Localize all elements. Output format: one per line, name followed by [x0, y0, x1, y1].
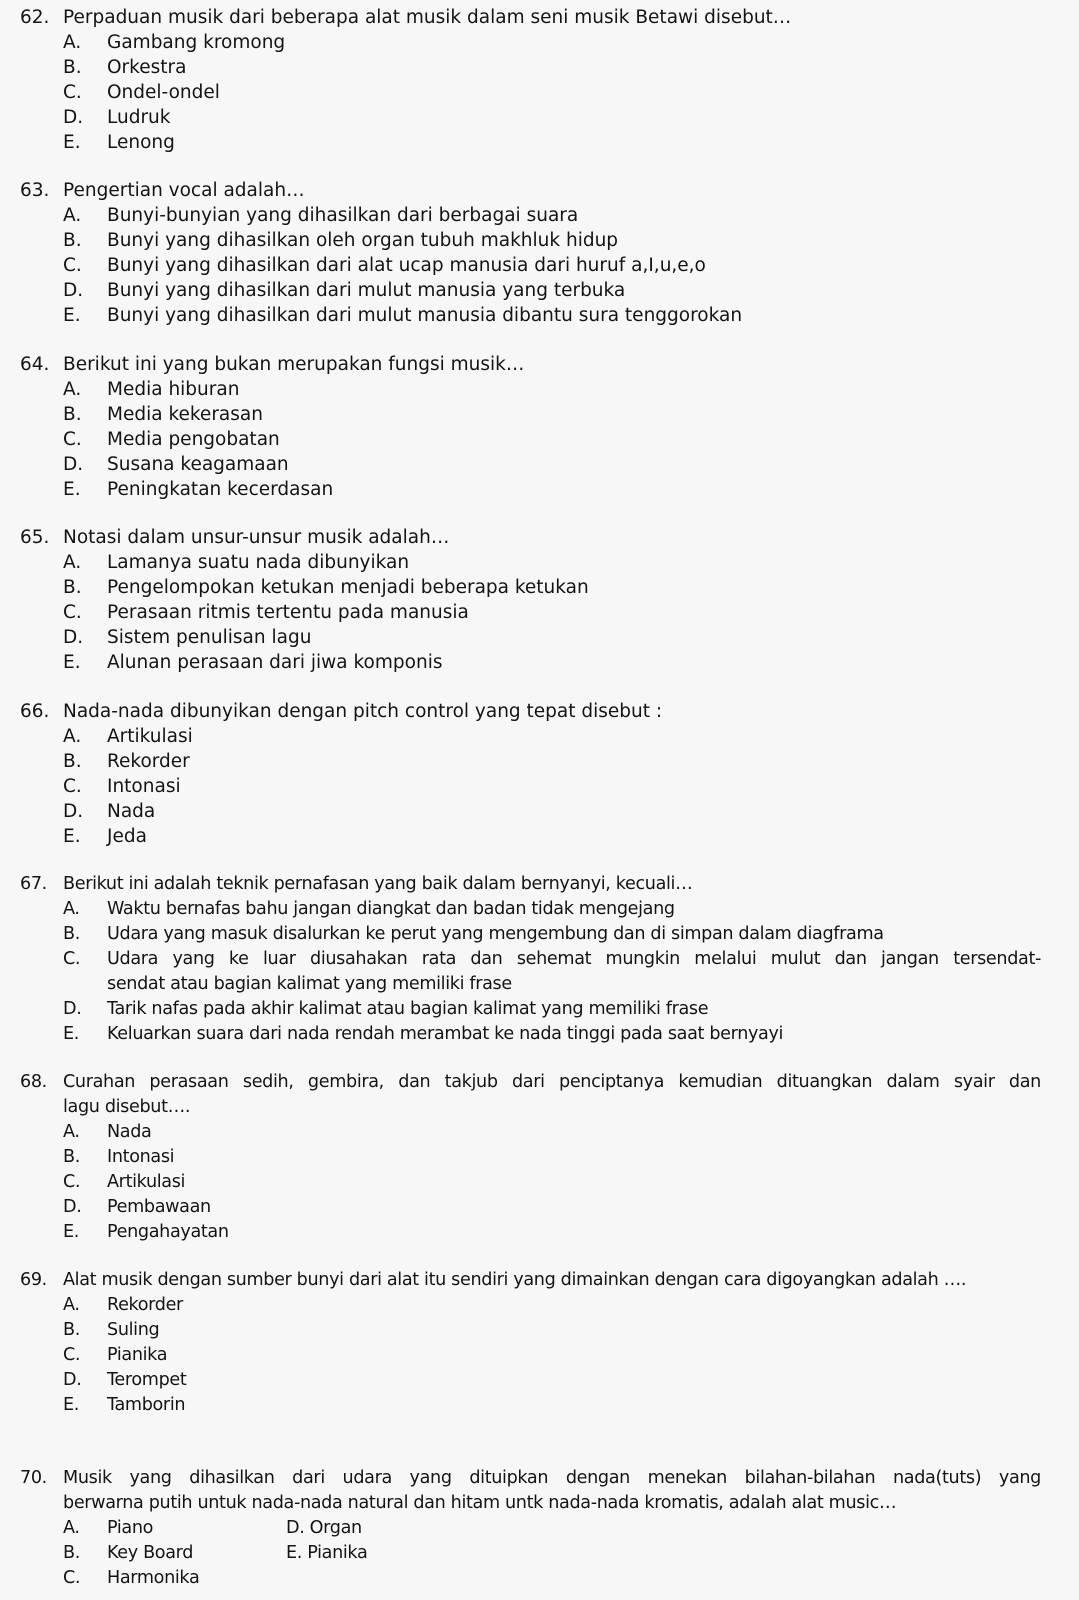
option-text: Alunan perasaan dari jiwa komponis [107, 652, 443, 673]
option-c [0, 427, 1079, 452]
option-text: Bunyi yang dihasilkan dari alat ucap manusia dari huruf a,I,u,e,o [107, 255, 706, 276]
option-letter: C. [63, 255, 82, 276]
option-e [0, 303, 1079, 328]
option-e [0, 650, 1079, 675]
option-text: Waktu bernafas bahu jangan diangkat dan badan tidak mengejang [107, 899, 675, 919]
option-b [0, 1318, 1079, 1343]
option-text: Udara yang masuk disalurkan ke perut yang mengembung dan di simpan dalam diagframa [107, 924, 884, 944]
option-text: Peningkatan kecerdasan [107, 479, 334, 500]
option-letter: B. [63, 1147, 80, 1167]
option-e [0, 477, 1079, 502]
option-text: Rekorder [107, 751, 190, 772]
option-letter: D. [63, 454, 84, 475]
option-c-continuation [0, 972, 1079, 997]
option-text: Bunyi yang dihasilkan dari mulut manusia dibantu sura tenggorokan [107, 305, 743, 326]
option-e [0, 1220, 1079, 1245]
option-letter: D. [63, 627, 84, 648]
question-text: Alat musik dengan sumber bunyi dari alat itu sendiri yang dimainkan dengan cara digoyangkan adalah …. [63, 1270, 967, 1290]
option-e [0, 1022, 1079, 1047]
option-a [0, 203, 1079, 228]
option-b [0, 922, 1079, 947]
option-letter: E. [63, 132, 81, 153]
option-a [0, 377, 1079, 402]
option-b [0, 55, 1079, 80]
option-letter: D. [63, 801, 84, 822]
question-text: Musik yang dihasilkan dari udara yang dituipkan dengan menekan bilahan-bilahan nada(tuts) yang [63, 1468, 1041, 1488]
option-b [0, 402, 1079, 427]
option-b [0, 749, 1079, 774]
option-letter: B. [63, 1543, 80, 1563]
option-text: Pengelompokan ketukan menjadi beberapa ketukan [107, 577, 589, 598]
option-letter: A. [63, 379, 82, 400]
option-c [0, 1343, 1079, 1368]
option-b [0, 1145, 1079, 1170]
option-letter: D. [63, 1370, 82, 1390]
option-text: Ondel-ondel [107, 82, 220, 103]
option-b-row [0, 1541, 1079, 1566]
option-c [0, 774, 1079, 799]
option-b [0, 575, 1079, 600]
option-text-continuation: sendat atau bagian kalimat yang memiliki frase [107, 974, 512, 994]
option-d [0, 105, 1079, 130]
option-text: Pengahayatan [107, 1222, 229, 1242]
option-e [0, 130, 1079, 155]
option-letter: A. [63, 1122, 80, 1142]
option-letter: D. [63, 999, 82, 1019]
option-letter: A. [63, 1295, 80, 1315]
option-letter: A. [63, 32, 82, 53]
option-letter: E. [63, 479, 81, 500]
question-67 [0, 872, 1079, 1047]
question-64 [0, 352, 1079, 502]
option-text: Intonasi [107, 1147, 175, 1167]
option-c [0, 947, 1079, 972]
option-c [0, 600, 1079, 625]
option-d [0, 1195, 1079, 1220]
option-d [0, 625, 1079, 650]
option-letter: C. [63, 1568, 81, 1588]
option-letter: A. [63, 899, 80, 919]
option-text: Bunyi yang dihasilkan oleh organ tubuh makhluk hidup [107, 230, 619, 251]
option-text: Media pengobatan [107, 429, 280, 450]
option-e-inline: E. Pianika [286, 1543, 368, 1563]
option-letter: D. [63, 1197, 82, 1217]
option-d-inline: D. Organ [286, 1518, 362, 1538]
question-66 [0, 699, 1079, 849]
question-text-continuation: lagu disebut…. [63, 1097, 191, 1117]
option-letter: B. [63, 57, 82, 78]
question-number: 68. [20, 1072, 47, 1092]
option-letter: A. [63, 552, 82, 573]
option-text: Harmonika [107, 1568, 200, 1588]
option-letter: C. [63, 1345, 81, 1365]
option-letter: E. [63, 1222, 80, 1242]
option-text: Key Board [107, 1543, 194, 1563]
question-number: 64. [20, 354, 50, 375]
option-d [0, 1368, 1079, 1393]
question-text-continuation: berwarna putih untuk nada-nada natural dan hitam untk nada-nada kromatis, adalah alat music… [63, 1493, 897, 1513]
option-text: Orkestra [107, 57, 187, 78]
option-text: Rekorder [107, 1295, 183, 1315]
option-a [0, 30, 1079, 55]
option-c [0, 253, 1079, 278]
option-letter: B. [63, 404, 82, 425]
question-63 [0, 178, 1079, 328]
option-text: Nada [107, 1122, 152, 1142]
question-number: 69. [20, 1270, 47, 1290]
option-text: Tarik nafas pada akhir kalimat atau bagian kalimat yang memiliki frase [107, 999, 709, 1019]
question-68 [0, 1070, 1079, 1245]
option-text: Keluarkan suara dari nada rendah merambat ke nada tinggi pada saat bernyayi [107, 1024, 784, 1044]
option-letter: E. [63, 305, 81, 326]
option-b [0, 228, 1079, 253]
option-text: Bunyi yang dihasilkan dari mulut manusia yang terbuka [107, 280, 626, 301]
option-text: Nada [107, 801, 156, 822]
question-number: 70. [20, 1468, 47, 1488]
question-text: Pengertian vocal adalah… [63, 180, 305, 201]
option-letter: B. [63, 751, 82, 772]
option-a [0, 897, 1079, 922]
question-text: Notasi dalam unsur-unsur musik adalah… [63, 527, 450, 548]
option-d [0, 278, 1079, 303]
option-letter: C. [63, 602, 82, 623]
option-d [0, 997, 1079, 1022]
question-text: Perpaduan musik dari beberapa alat musik dalam seni musik Betawi disebut… [63, 7, 792, 28]
option-d [0, 799, 1079, 824]
option-letter: E. [63, 1395, 80, 1415]
option-letter: A. [63, 1518, 80, 1538]
question-number: 63. [20, 180, 50, 201]
option-letter: B. [63, 230, 82, 251]
option-letter: C. [63, 949, 81, 969]
option-letter: E. [63, 652, 81, 673]
option-text: Lenong [107, 132, 175, 153]
option-a [0, 724, 1079, 749]
option-text: Jeda [107, 826, 147, 847]
option-letter: A. [63, 205, 82, 226]
option-text: Suling [107, 1320, 160, 1340]
option-text: Piano [107, 1518, 154, 1538]
option-letter: C. [63, 776, 82, 797]
option-text: Perasaan ritmis tertentu pada manusia [107, 602, 469, 623]
option-text: Terompet [107, 1370, 187, 1390]
question-number: 65. [20, 527, 50, 548]
option-text: Tamborin [107, 1395, 186, 1415]
option-text: Pembawaan [107, 1197, 211, 1217]
question-text: Curahan perasaan sedih, gembira, dan takjub dari penciptanya kemudian dituangkan dalam syair dan [63, 1072, 1041, 1092]
option-text: Ludruk [107, 107, 171, 128]
question-number: 62. [20, 7, 50, 28]
option-d [0, 452, 1079, 477]
option-letter: A. [63, 726, 82, 747]
option-text: Sistem penulisan lagu [107, 627, 312, 648]
option-e [0, 1393, 1079, 1418]
question-text: Nada-nada dibunyikan dengan pitch control yang tepat disebut : [63, 701, 663, 722]
option-text: Artikulasi [107, 726, 193, 747]
option-text: Lamanya suatu nada dibunyikan [107, 552, 410, 573]
option-letter: B. [63, 577, 82, 598]
option-text: Gambang kromong [107, 32, 286, 53]
option-a [0, 1293, 1079, 1318]
option-letter: E. [63, 1024, 80, 1044]
option-text: Media hiburan [107, 379, 240, 400]
option-a-row [0, 1516, 1079, 1541]
option-text: Susana keagamaan [107, 454, 289, 475]
question-text-continuation-line [0, 1095, 1079, 1120]
question-70 [0, 1466, 1079, 1591]
option-letter: B. [63, 1320, 80, 1340]
question-text-continuation-line [0, 1491, 1079, 1516]
option-letter: C. [63, 429, 82, 450]
option-letter: B. [63, 924, 80, 944]
option-letter: D. [63, 107, 84, 128]
question-69 [0, 1268, 1079, 1418]
option-c [0, 1170, 1079, 1195]
option-letter: D. [63, 280, 84, 301]
option-a [0, 1120, 1079, 1145]
option-text: Bunyi-bunyian yang dihasilkan dari berbagai suara [107, 205, 579, 226]
option-c-row [0, 1566, 1079, 1591]
option-text: Media kekerasan [107, 404, 263, 425]
question-number: 66. [20, 701, 50, 722]
option-e [0, 824, 1079, 849]
option-text: Artikulasi [107, 1172, 186, 1192]
option-text: Pianika [107, 1345, 168, 1365]
question-text: Berikut ini adalah teknik pernafasan yang baik dalam bernyanyi, kecuali… [63, 874, 693, 894]
option-letter: E. [63, 826, 81, 847]
option-text: Intonasi [107, 776, 181, 797]
question-65 [0, 525, 1079, 675]
option-letter: C. [63, 82, 82, 103]
option-letter: C. [63, 1172, 81, 1192]
question-number: 67. [20, 874, 47, 894]
option-text: Udara yang ke luar diusahakan rata dan sehemat mungkin melalui mulut dan jangan tersendat- [107, 949, 1041, 969]
question-text: Berikut ini yang bukan merupakan fungsi musik… [63, 354, 525, 375]
option-c [0, 80, 1079, 105]
option-a [0, 550, 1079, 575]
question-62 [0, 5, 1079, 155]
